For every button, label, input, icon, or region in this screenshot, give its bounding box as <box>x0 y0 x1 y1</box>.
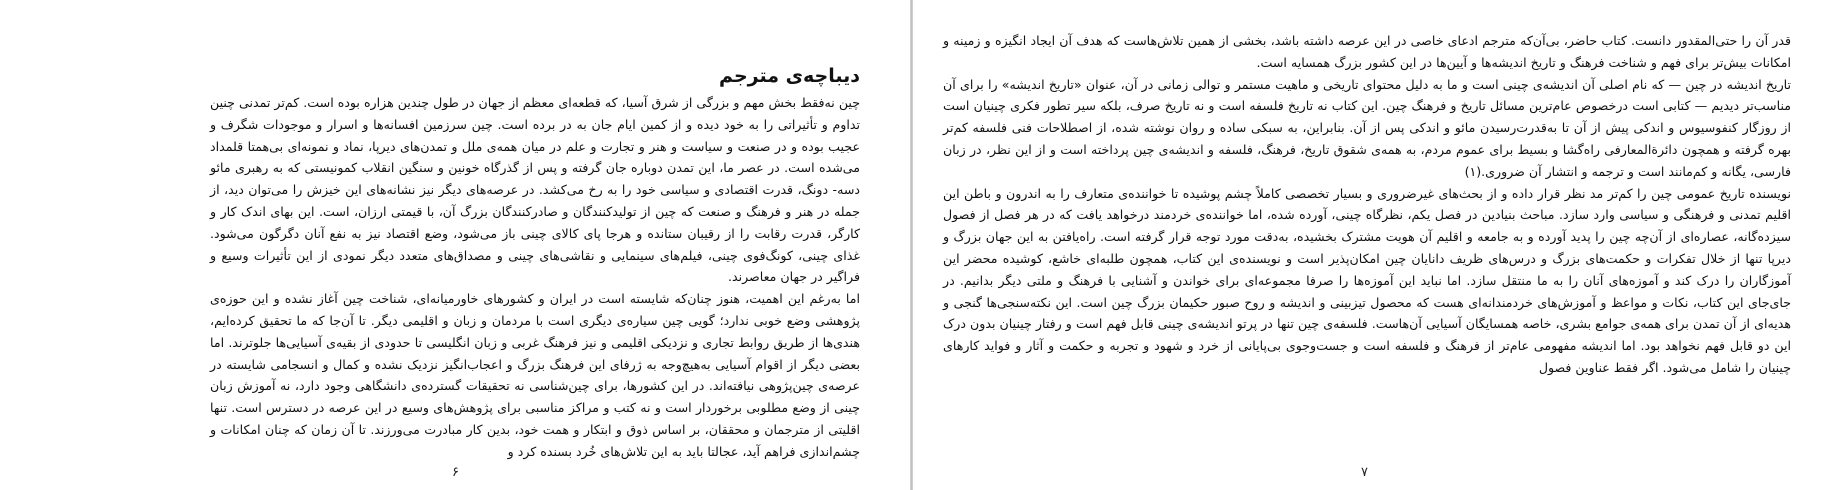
page-number: ۶ <box>452 465 459 480</box>
left-page-text <box>210 64 860 463</box>
paragraph: چین نه‌فقط بخش مهم و بزرگی از شرق آسیا، که قطعه‌ای معظم از جهان در طول چندین هزاره بوده است. کم‌تر تمدنی چنین تداوم و تأثیراتی را به خود دیده و از کمین ایام جان به در برده است. چین سرزمین افسانه‌ها و اسرار و موجودات شگرف و عجیب بوده و در صنعت و سیاست و هنر و تجارت و علم در میان همه‌ی ملل و تمدن‌های دیرپا، نماد و نمونه‌ای بی‌همتا قلمداد می‌شده است. در عصر ما، این تمدن دوباره جان گرفته و پس از گذرگاه خونین و سنگین انقلاب کمونیستی که به رهبری مائو دسه- دونگ، قدرت اقتصادی و سیاسی خود را به رخ می‌کشد. در عرصه‌های دیگر نیز نشانه‌های این خیزش را می‌توان دید، از جمله در هنر و فرهنگ و صنعت که چین از تولیدکنندگان و صادرکنندگان بزرگ آن، با قیمتی ارزان، است. این بهای اندک کار و کارگر، قدرت رقابت را از رقیبان ستانده و هرجا پای کالای چینی باز می‌شود، وضع اقتصاد نیز به نفع آنان دگرگون می‌شود. غذای چینی، کونگ‌فوی چینی، فیلم‌های سینمایی و نقاشی‌های چینی و مصداق‌های متعدد دیگر نمودی از این تأثیرات وسیع و فراگیر در جهان معاصرند. <box>210 95 860 285</box>
paragraph: نویسنده تاریخ عمومی چین را کم‌تر مد نظر قرار داده و از بحث‌های غیرضروری و بسیار تخصصی کاملاً چشم پوشیده تا خواننده‌ی متعارف را به اندرون و باطن این اقلیم تمدنی و فرهنگی و سیاسی وارد سازد. مباحث بنیادین در فصل یکم، نظرگاه چینی، آورده شده، اما خواننده‌ی خردمند درخواهد یافت که در هر فصل از فصول سیزده‌گانه، عصاره‌ای از آن‌چه چین را پدید آورده و به جامعه و اقلیم آن هویت مشترک بخشیده، به‌دقت مورد توجه قرار گرفته است. راه‌یافتن به این جهان بزرگ و دیرپا تنها از خلال تفکرات و حکمت‌های بزرگ و درس‌های ظریف دانایان چین امکان‌پذیر است و نویسنده‌ی این کتاب، همچون طلبه‌ای خاشع، کوشیده محضر این آموزگاران را درک کند و آموزه‌های آنان را به ما منتقل سازد. اما نباید این آموزه‌ها را صرفا مجموعه‌ای برای خواندن و آشنایی با فرهنگ و ملتی دیگر بدانیم. در جای‌جای این کتاب، نکات و مواعظ و آموزش‌های خردمندانه‌ای هست که محصول تیزبینی و اندیشه و روح صبور حکیمان بزرگ چین است. این نکته‌سنجی‌ها گنجی و هدیه‌ای از آن تمدن برای همه‌ی جوامع بشری، خاصه همسایگان آسیایی آن‌هاست. فلسفه‌ی چین تنها در پرتو اندیشه‌ی چینی قابل فهم است و رفتار چینیان بدون درک این دو قابل فهم نخواهد بود. اما اندیشه مفهومی عام‌تر از فرهنگ و فلسفه است و جست‌وجوی بی‌پایانی از خرد و شهود و تجربه و حکمت و آثار و فواید کارهای چینیان را شامل می‌شود. اگر فقط عناوین فصول <box>943 185 1791 375</box>
page-title: دیباچه‌ی مترجم <box>719 65 860 87</box>
page-number: ۷ <box>1361 465 1368 480</box>
right-page-text <box>943 30 1791 379</box>
paragraph: قدر آن را حتی‌المقدور دانست. کتاب حاضر، بی‌آن‌که مترجم ادعای خاصی در این عرصه داشته باشد، بخشی از همین تلاش‌هاست که هدف آن ایجاد انگیزه و زمینه و امکانات بیش‌تر برای فهم و شناخت فرهنگ و تاریخ اندیشه‌ها و آیین‌ها در این کشور بزرگ همسایه است. <box>943 33 1791 70</box>
paragraph: تاریخ اندیشه در چین — که نام اصلی آن اندیشه‌ی چینی است و ما به دلیل محتوای تاریخی و ماهیت مستمر و توالی زمانی در آن، عنوان «تاریخ اندیشه» را برای آن مناسب‌تر دیدیم — کتابی است درخصوص عام‌ترین مسائل تاریخ و فرهنگ چین. این کتاب نه تاریخ فلسفه است و نه تاریخ صرف، بلکه سیر تطور فکری چینیان است از روزگار کنفوسیوس و اندکی پیش از آن تا به‌قدرت‌رسیدن مائو و اندکی پس از آن. بنابراین، به سبکی ساده و روان نوشته شده، از اصطلاحات فنی فلسفه کم‌تر بهره گرفته و همچون دائرةالمعارفی راه‌گشا و بسیط برای عموم مردم، به همه‌ی شقوق تاریخ، فرهنگ، فلسفه و اندیشه‌ی چین پرداخته است و از این نظر، در زبان فارسی، یگانه و کم‌مانند است و ترجمه و انتشار آن ضروری.(۱) <box>943 76 1791 179</box>
right-page <box>913 0 1822 490</box>
paragraph: اما به‌رغم این اهمیت، هنوز چنان‌که شایسته است در ایران و کشورهای خاورمیانه‌ای، شناخت چین آغاز نشده و این حوزه‌ی پژوهشی وضع خوبی ندارد؛ گویی چین سیاره‌ی دیگری است با مردمان و زبان و اقلیمی دیگر. تا آن‌جا که ما تحقیق کرده‌ایم، هندی‌ها از طریق روابط تجاری و نزدیکی اقلیمی و نیز فرهنگ غربی و زبان انگلیسی تا حدودی از بقیه‌ی آسیایی‌ها جلوترند. اما بعضی دیگر از اقوام آسیایی به‌هیچ‌وجه به ژرفای این فرهنگ بزرگ و اعجاب‌انگیز نزدیک نشده و کمال و انسجامی شایسته در عرصه‌ی چین‌پژوهی نیافته‌اند. در این کشورها، برای چین‌شناسی نه تحقیقات گسترده‌ی دانشگاهی وجود دارد، نه آموزش زبان چینی از وضع مطلوبی برخوردار است و نه کتب و مراکز مناسبی برای پژوهش‌های وسیع در این عرصه در دسترس است. تنها اقلیتی از مترجمان و محققان، بر اساس ذوق و ابتکار و همت خود، بدین کار مبادرت می‌ورزند. تا آن زمان که چنان امکانات و چشم‌اندازی فراهم آید، عجالتا باید به این تلاش‌های خُرد بسنده کرد و <box>210 291 860 459</box>
